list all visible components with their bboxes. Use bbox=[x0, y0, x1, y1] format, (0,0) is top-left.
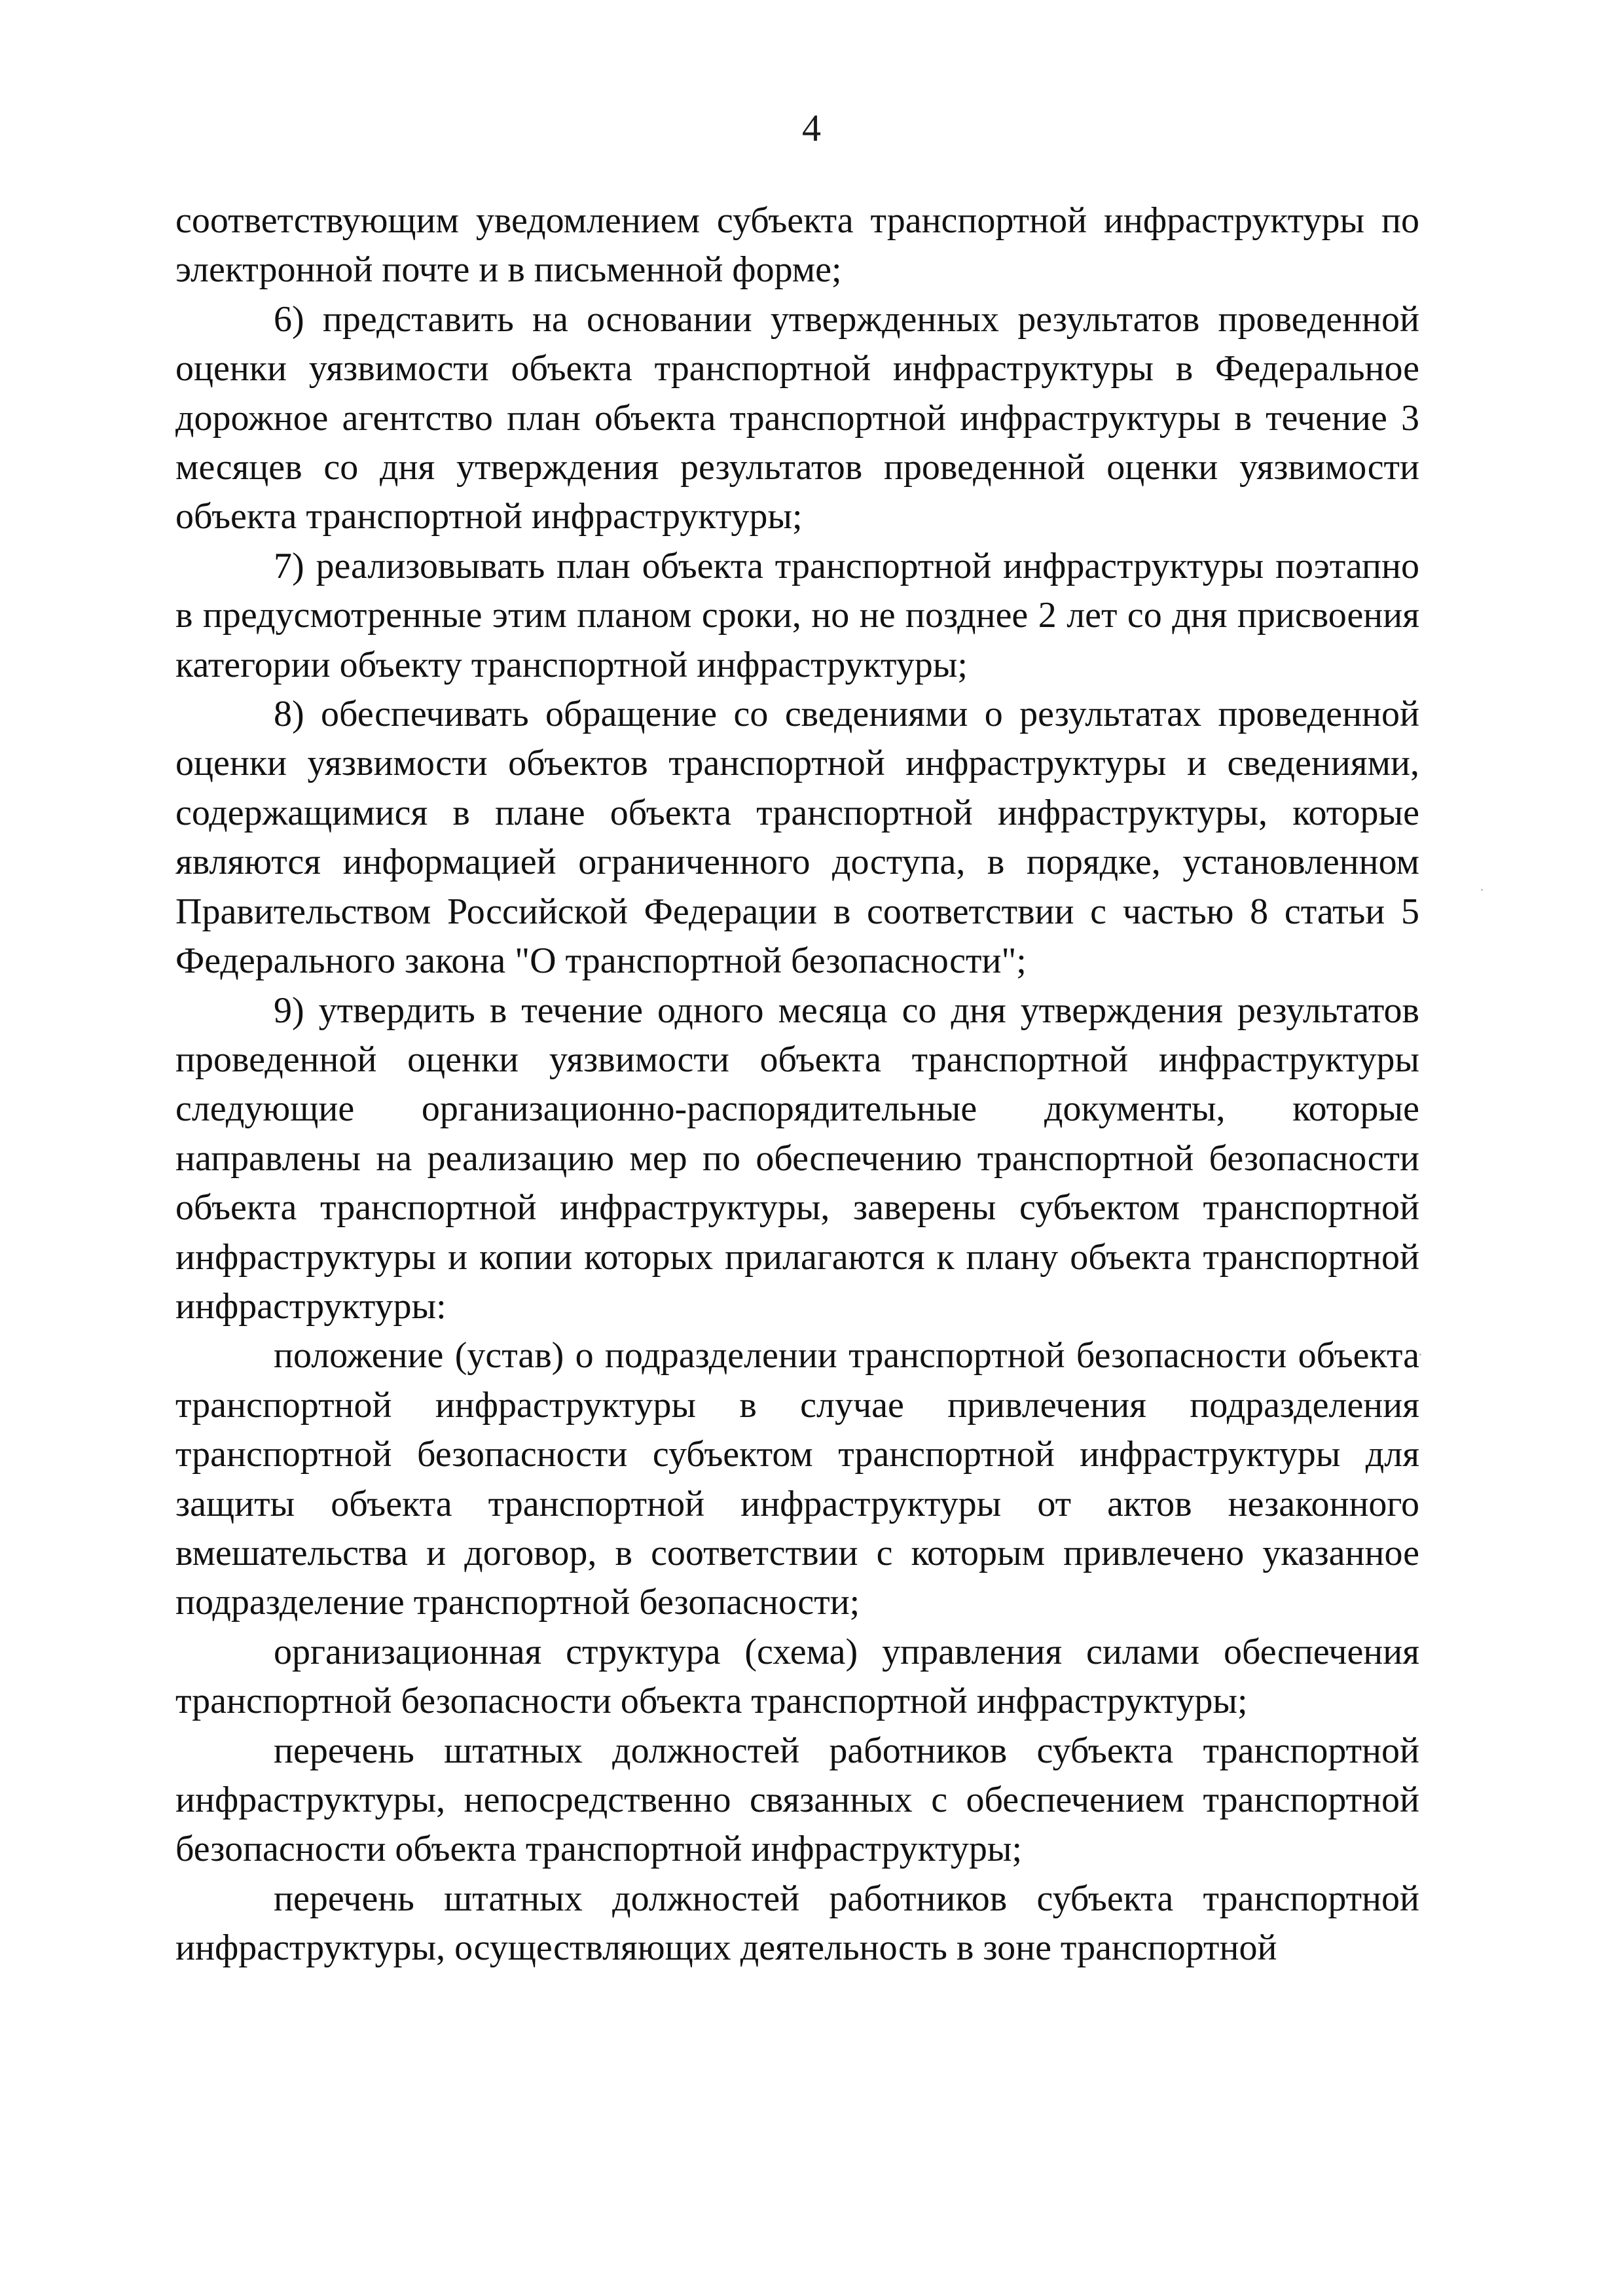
paragraph-subitem-staff-zone: перечень штатных должностей работников субъекта транспортной инфраструктуры, осуществляющих деятельность в зоне транспортной bbox=[175, 1878, 1419, 1969]
paragraph-continuation: соответствующим уведомлением субъекта транспортной инфраструктуры по электронной почте и в письменной форме; bbox=[175, 200, 1419, 291]
paragraph-item-8: 8) обеспечивать обращение со сведениями о результатах проведенной оценки уязвимости объектов транспортной инфраструктуры и сведениями, содержащимися в плане объекта транспортной инфраструктуры, которые являются информацией ограниченного доступа, в порядке, установленном Правительством Российской Федерации в соответствии с частью 8 статьи 5 Федерального закона "О транспортной безопасности"; bbox=[175, 694, 1419, 982]
scan-speck bbox=[1481, 889, 1483, 891]
paragraph-subitem-structure: организационная структура (схема) управления силами обеспечения транспортной безопасности объекта транспортной инфраструктуры; bbox=[175, 1631, 1419, 1722]
paragraph-item-6: 6) представить на основании утвержденных результатов проведенной оценки уязвимости объекта транспортной инфраструктуры в Федеральное дорожное агентство план объекта транспортной инфраструктуры в течение 3 месяцев со дня утверждения результатов проведенной оценки уязвимости объекта транспортной инфраструктуры; bbox=[175, 298, 1419, 537]
scan-speck bbox=[1419, 1354, 1421, 1355]
paragraph-subitem-staff-list: перечень штатных должностей работников субъекта транспортной инфраструктуры, непосредственно связанных с обеспечением транспортной безопасности объекта транспортной инфраструктуры; bbox=[175, 1730, 1419, 1870]
page-number: 4 bbox=[802, 107, 821, 149]
paragraph-item-9: 9) утвердить в течение одного месяца со дня утверждения результатов проведенной оценки уязвимости объекта транспортной инфраструктуры следующие организационно-распорядительные документы, которые направлены на реализацию мер по обеспечению транспортной безопасности объекта транспортной инфраструктуры, заверены субъектом транспортной инфраструктуры и копии которых прилагаются к плану объекта транспортной инфраструктуры: bbox=[175, 990, 1419, 1327]
paragraph-subitem-regulation: положение (устав) о подразделении транспортной безопасности объекта транспортной инфраструктуры в случае привлечения подразделения транспортной безопасности субъектом транспортной инфраструктуры для защиты объекта транспортной инфраструктуры от актов незаконного вмешательства и договор, в соответствии с которым привлечено указанное подразделение транспортной безопасности; bbox=[175, 1335, 1419, 1623]
document-body bbox=[175, 196, 1419, 1973]
paragraph-item-7: 7) реализовывать план объекта транспортной инфраструктуры поэтапно в предусмотренные этим планом сроки, но не позднее 2 лет со дня присвоения категории объекту транспортной инфраструктуры; bbox=[175, 545, 1419, 685]
